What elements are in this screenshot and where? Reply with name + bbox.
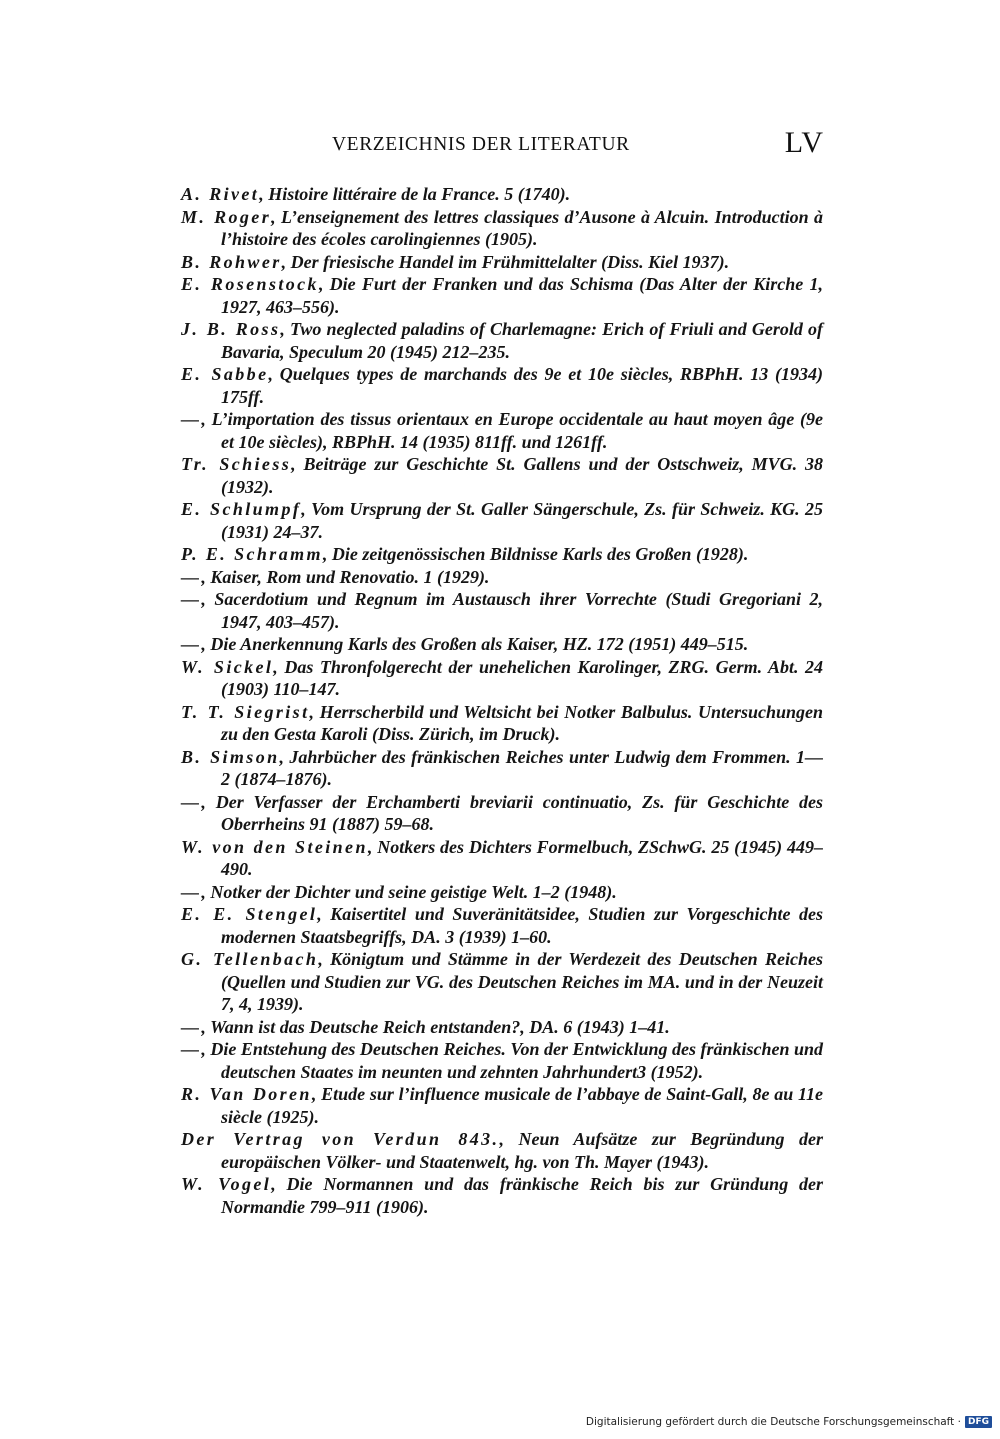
bibliography-entry — [181, 656, 823, 701]
page-number: LV — [784, 126, 824, 159]
entry-author: E. Rosenstock — [181, 274, 319, 294]
entry-separator: , — [201, 1016, 211, 1037]
entry-separator: , — [201, 634, 211, 654]
entry-author: — — [181, 1039, 202, 1059]
entry-separator: , — [309, 701, 320, 722]
entry-author: — — [181, 881, 202, 902]
entry-author: — — [181, 1016, 202, 1037]
entry-separator: , — [271, 1174, 287, 1194]
entry-author: M. Roger — [181, 206, 272, 227]
entry-text: Etude sur l’influence musicale de l’abbaye de Saint-Gall, 8e au 11e siècle (1925). — [221, 1084, 824, 1127]
entry-separator: , — [291, 454, 304, 474]
bibliography-entry — [181, 1128, 823, 1173]
entry-separator: , — [499, 1129, 519, 1149]
entry-text: Die Entstehung des Deutschen Reiches. Von der Entwicklung des fränkischen und deutschen Staates im neunten und zehnten Jahrhundert3 (1952). — [210, 1039, 824, 1082]
entry-author: — — [181, 589, 202, 609]
entry-text: Das Thronfolgerecht der unehelichen Karolinger, ZRG. Germ. Abt. 24 (1903) 110–147. — [221, 656, 824, 699]
entry-separator: , — [317, 904, 331, 924]
entry-separator: , — [281, 251, 291, 272]
bibliography-entry — [181, 251, 823, 274]
entry-separator: , — [201, 791, 216, 812]
entry-separator: , — [318, 274, 330, 294]
entry-separator: , — [279, 746, 290, 767]
entry-separator: , — [201, 589, 215, 609]
entry-separator: , — [201, 1039, 211, 1059]
running-head — [180, 126, 824, 166]
bibliography-entry — [181, 183, 823, 206]
bibliography-entry — [181, 1038, 823, 1083]
entry-separator: , — [322, 544, 332, 564]
entry-text: Die Furt der Franken und das Schisma (Das Alter der Kirche 1, 1927, 463–556). — [221, 274, 824, 317]
entry-text: Two neglected paladins of Charlemagne: Erich of Friuli and Gerold of Bavaria, Speculum 20 (1945) 212–235. — [221, 319, 824, 362]
entry-author: — — [181, 791, 202, 812]
entry-author: W. von den Steinen — [181, 836, 368, 857]
entry-author: W. Sickel — [181, 656, 274, 677]
entry-text: Quelques types de marchands des 9e et 10e siècles, RBPhH. 13 (1934) 175ff. — [221, 364, 823, 407]
entry-text: Sacerdotium und Regnum im Austausch ihrer Vorrechte (Studi Gregoriani 2, 1947, 403–457). — [214, 589, 823, 632]
footer-text: Digitalisierung gefördert durch die Deutsche Forschungsgemeinschaft · — [585, 1416, 961, 1428]
entry-author: T. T. Siegrist — [181, 701, 310, 722]
bibliography-entry — [181, 566, 823, 589]
entry-separator: , — [271, 206, 281, 227]
running-title: VERZEICHNIS DER LITERATUR — [332, 134, 630, 155]
entry-separator: , — [273, 656, 285, 677]
entry-text: Wann ist das Deutsche Reich entstanden?, DA. 6 (1943) 1–41. — [210, 1016, 670, 1037]
entry-author: R. Van Doren — [181, 1084, 312, 1104]
bibliography-entry — [181, 746, 823, 791]
bibliography-list — [181, 183, 823, 1218]
entry-author: Tr. Schiess — [181, 454, 292, 474]
entry-text: Die zeitgenössischen Bildnisse Karls des Großen (1928). — [331, 544, 749, 564]
entry-separator: , — [201, 566, 211, 587]
bibliography-entry — [181, 206, 823, 251]
entry-text: Histoire littéraire de la France. 5 (1740). — [268, 184, 571, 204]
entry-separator: , — [301, 499, 312, 519]
bibliography-entry — [181, 836, 823, 881]
entry-separator: , — [367, 836, 378, 857]
entry-text: Neun Aufsätze zur Begründung der europäischen Völker- und Staatenwelt, hg. von Th. Mayer (1943). — [221, 1129, 823, 1172]
entry-text: Herrscherbild und Weltsicht bei Notker Balbulus. Untersuchungen zu den Gesta Karoli (Diss. Zürich, im Druck). — [221, 701, 823, 744]
entry-text: L’importation des tissus orientaux en Europe occidentale au haut moyen âge (9e et 10e siècles), RBPhH. 14 (1935) 811ff. und 1261ff. — [211, 409, 823, 452]
bibliography-entry — [181, 498, 823, 543]
entry-text: Vom Ursprung der St. Galler Sängerschule, Zs. für Schweiz. KG. 25 (1931) 24–37. — [221, 499, 823, 542]
entry-text: Notkers des Dichters Formelbuch, ZSchwG. 25 (1945) 449–490. — [221, 836, 823, 879]
entry-text: Kaiser, Rom und Renovatio. 1 (1929). — [210, 566, 490, 587]
bibliography-entry — [181, 363, 823, 408]
bibliography-entry — [181, 588, 823, 633]
bibliography-entry — [181, 318, 823, 363]
entry-separator: , — [268, 364, 280, 384]
bibliography-entry — [181, 453, 823, 498]
entry-author: — — [181, 634, 202, 654]
entry-text: Der Verfasser der Erchamberti breviarii continuatio, Zs. für Geschichte des Oberrheins 91 (1887) 59–68. — [215, 791, 823, 834]
entry-text: Beiträge zur Geschichte St. Gallens und der Ostschweiz, MVG. 38 (1932). — [221, 454, 824, 497]
entry-author: J. B. Ross — [181, 319, 281, 339]
entry-author: E. Schlumpf — [181, 499, 302, 519]
bibliography-entry — [181, 881, 823, 904]
entry-separator: , — [201, 409, 212, 429]
entry-separator: , — [201, 881, 211, 902]
bibliography-entry — [181, 408, 823, 453]
entry-separator: , — [311, 1084, 322, 1104]
entry-text: L’enseignement des lettres classiques d’Ausone à Alcuin. Introduction à l’histoire des écoles carolingiennes (1905). — [221, 206, 823, 249]
entry-author: Der Vertrag von Verdun 843. — [181, 1129, 500, 1149]
bibliography-entry — [181, 701, 823, 746]
entry-text: Die Anerkennung Karls des Großen als Kaiser, HZ. 172 (1951) 449–515. — [210, 634, 749, 654]
bibliography-entry — [181, 273, 823, 318]
bibliography-entry — [181, 1083, 823, 1128]
bibliography-entry — [181, 948, 823, 1016]
entry-text: Der friesische Handel im Frühmittelalter (Diss. Kiel 1937). — [290, 251, 730, 272]
bibliography-entry — [181, 1016, 823, 1039]
entry-author: P. E. Schramm — [181, 544, 323, 564]
bibliography-entry — [181, 543, 823, 566]
bibliography-entry — [181, 903, 823, 948]
entry-separator: , — [280, 319, 291, 339]
entry-author: B. Simson — [181, 746, 280, 767]
entry-author: E. E. Stengel — [181, 904, 318, 924]
bibliography-entry — [181, 1173, 823, 1218]
entry-text: Die Normannen und das fränkische Reich bis zur Gründung der Normandie 799–911 (1906). — [221, 1174, 824, 1217]
entry-author: A. Rivet — [181, 184, 260, 204]
entry-text: Notker der Dichter und seine geistige Welt. 1–2 (1948). — [210, 881, 617, 902]
entry-author: — — [181, 409, 202, 429]
entry-author: G. Tellenbach — [181, 949, 319, 969]
entry-author: E. Sabbe — [181, 364, 269, 384]
bibliography-entry — [181, 633, 823, 656]
entry-text: Königtum und Stämme in der Werdezeit des Deutschen Reiches (Quellen und Studien zur VG. des Deutschen Reiches im MA. und in der Neuzeit 7, 4, 1939). — [221, 949, 823, 1014]
bibliography-entry — [181, 791, 823, 836]
digitization-footer — [586, 1416, 992, 1428]
entry-author: W. Vogel — [181, 1174, 272, 1194]
entry-separator: , — [259, 184, 269, 204]
entry-text: Jahrbücher des fränkischen Reiches unter Ludwig dem Frommen. 1—2 (1874–1876). — [221, 746, 823, 789]
entry-separator: , — [318, 949, 331, 969]
entry-author: B. Rohwer — [181, 251, 282, 272]
entry-text: Kaisertitel und Suveränitätsidee, Studien zur Vorgeschichte des modernen Staatsbegriffs, DA. 3 (1939) 1–60. — [221, 904, 824, 947]
dfg-logo: DFG — [965, 1416, 992, 1428]
entry-author: — — [181, 566, 202, 587]
